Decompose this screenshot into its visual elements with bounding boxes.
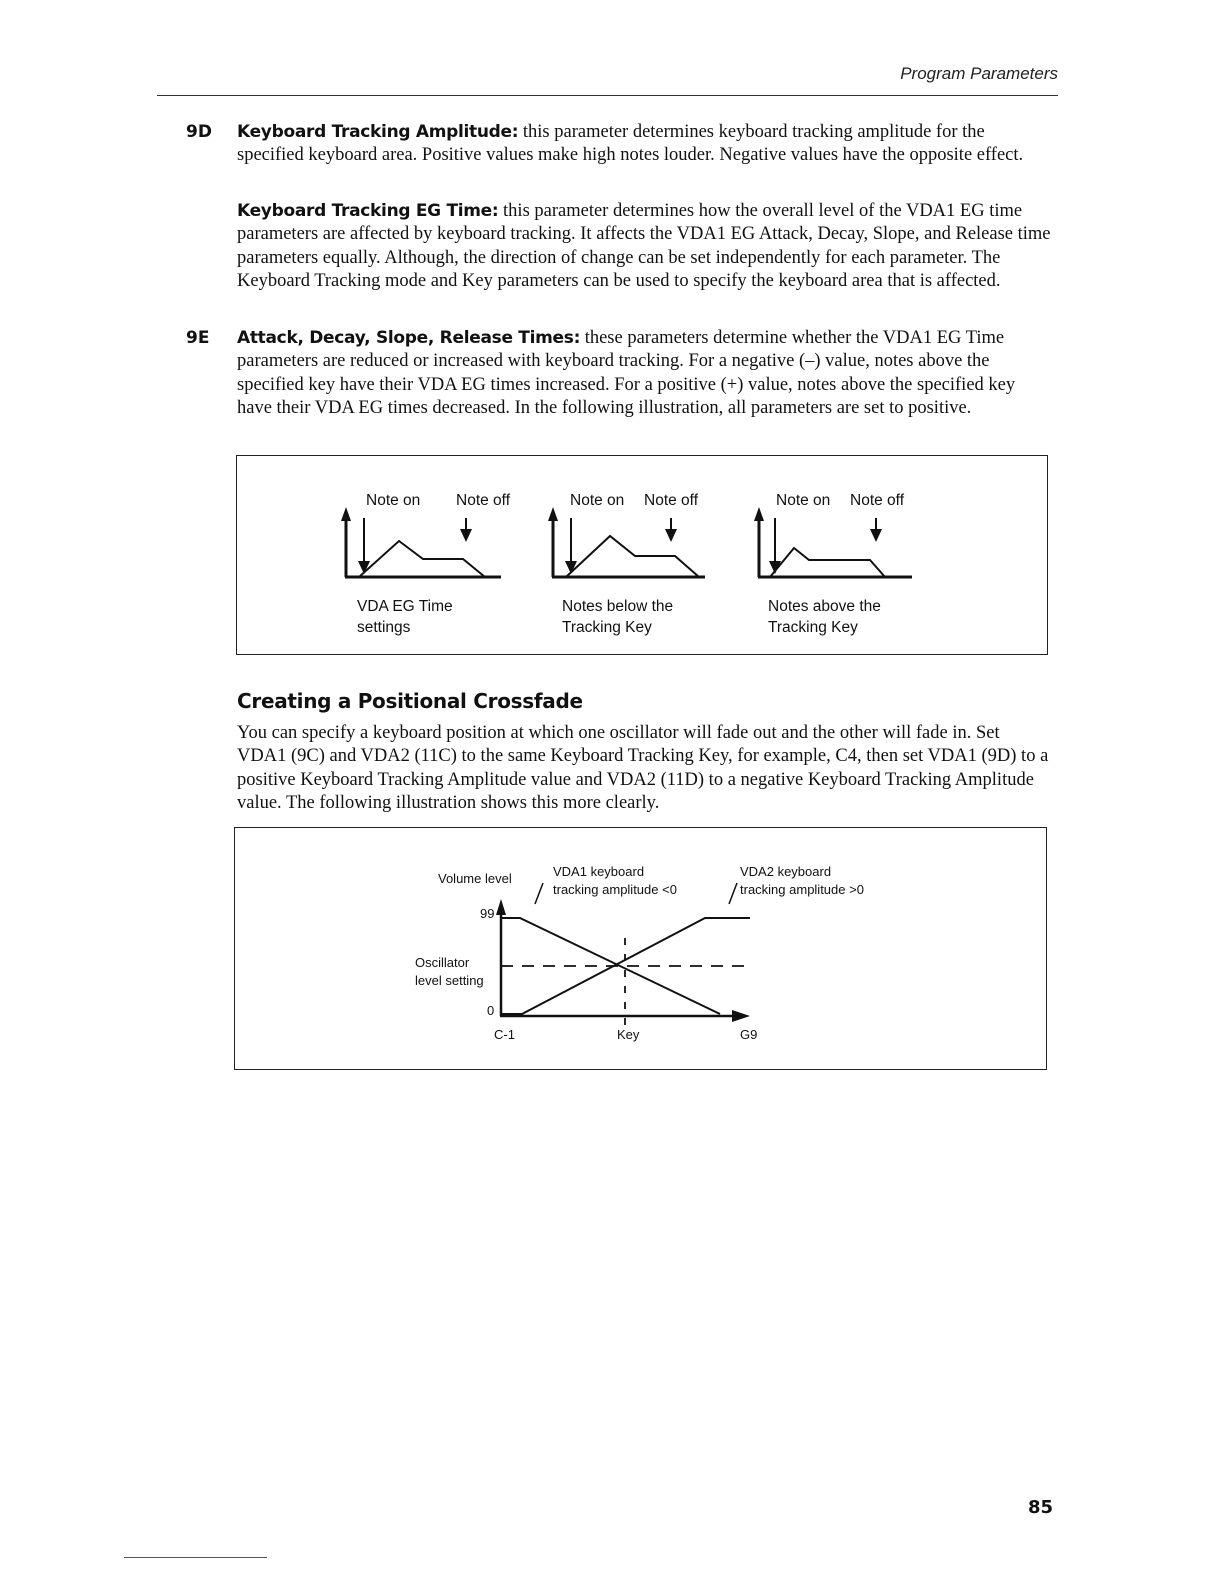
figure-eg-time-box xyxy=(236,455,1048,655)
term-kbd-tracking-eg-time: Keyboard Tracking EG Time: xyxy=(237,201,499,221)
vda1-label-line1: VDA1 keyboard xyxy=(553,864,645,879)
term-kbd-tracking-amplitude: Keyboard Tracking Amplitude: xyxy=(237,122,519,142)
caption-line2: Tracking Key xyxy=(768,619,858,636)
vda2-label-line2: tracking amplitude >0 xyxy=(740,882,864,897)
volume-level-label: Volume level xyxy=(438,871,512,886)
vda1-label-line2: tracking amplitude <0 xyxy=(553,882,677,897)
section-number-9d: 9D xyxy=(186,122,212,142)
note-on-label: Note on xyxy=(570,492,625,509)
footer-rule xyxy=(124,1557,267,1558)
note-off-label: Note off xyxy=(850,492,905,509)
note-on-label: Note on xyxy=(776,492,831,509)
x-min-label: C-1 xyxy=(494,1027,515,1042)
caption-line1: VDA EG Time xyxy=(357,598,453,615)
y-max-label: 99 xyxy=(480,906,495,921)
header-rule xyxy=(157,95,1058,96)
x-key-label: Key xyxy=(617,1027,640,1042)
paragraph-kbd-tracking-amplitude xyxy=(237,121,1053,168)
y-min-label: 0 xyxy=(487,1003,495,1018)
section-heading-crossfade: Creating a Positional Crossfade xyxy=(237,689,583,713)
paragraph-kbd-tracking-eg-time xyxy=(237,200,1053,293)
x-max-label: G9 xyxy=(740,1027,758,1042)
caption-line2: settings xyxy=(357,619,411,636)
text-adsr-times: these parameters determine whether the VDA1 EG Time parameters are reduced or increased with keyboard tracking. For a negative (–) value, notes above the specified key have their VDA EG times increased. For a positive (+) value, notes above the specified key have their VDA EG times decreased. In the following illustration, all parameters are set to positive. xyxy=(237,328,1016,418)
oscillator-label-line1: Oscillator xyxy=(415,955,470,970)
section-number-9e: 9E xyxy=(186,328,210,348)
note-on-label: Note on xyxy=(366,492,421,509)
caption-line1: Notes below the xyxy=(562,598,674,615)
caption-line1: Notes above the xyxy=(768,598,881,615)
oscillator-label-line2: level setting xyxy=(415,973,484,988)
eg-envelope-above-key-graphic xyxy=(237,456,937,596)
note-off-label: Note off xyxy=(456,492,511,509)
caption-line2: Tracking Key xyxy=(562,619,652,636)
paragraph-crossfade: You can specify a keyboard position at which one oscillator will fade out and the other will fade in. Set VDA1 (9C) and VDA2 (11C) to the same Keyboard Tracking Key, for example, C4, then set VDA1 (9D) to a positive Keyboard Tracking Amplitude value and VDA2 (11D) to a negative Keyboard Tracking Amplitude value. The following illustration shows this more clearly. xyxy=(237,723,1049,813)
text-kbd-tracking-eg-time: this parameter determines how the overall level of the VDA1 EG time parameters are affected by keyboard tracking. It affects the VDA1 EG Attack, Decay, Slope, and Release time parameters equally. Although, the direction of change can be set independently for each parameter. The Keyboard Tracking mode and Key parameters can be used to specify the keyboard area that is affected. xyxy=(237,201,1051,291)
note-off-label: Note off xyxy=(644,492,699,509)
vda2-label-line1: VDA2 keyboard xyxy=(740,864,832,879)
text-kbd-tracking-amplitude: this parameter determines keyboard tracking amplitude for the specified keyboard area. Positive values make high notes louder. Negative values have the opposite effect. xyxy=(237,122,1024,166)
figure-crossfade-box xyxy=(234,827,1047,1070)
term-adsr-times: Attack, Decay, Slope, Release Times: xyxy=(237,328,581,348)
paragraph-adsr-times xyxy=(237,327,1053,420)
page-number: 85 xyxy=(1027,1497,1053,1518)
running-header: Program Parameters xyxy=(900,64,1058,83)
